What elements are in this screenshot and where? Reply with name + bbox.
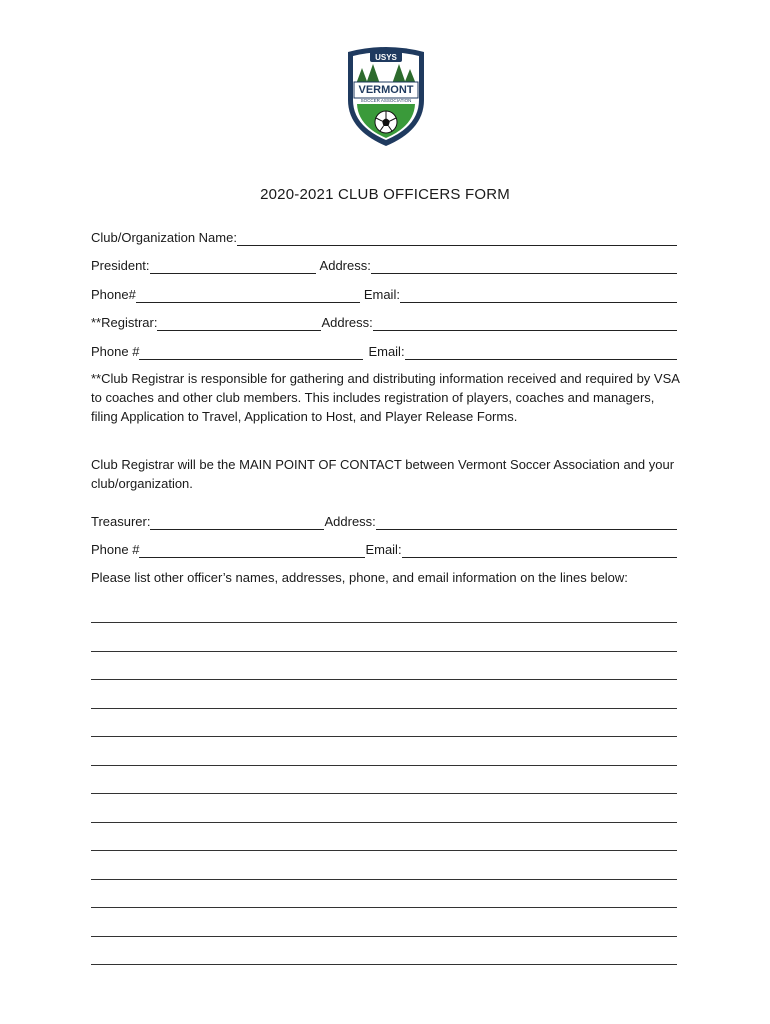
svg-text:VERMONT: VERMONT [358,84,414,96]
registrar-email-field[interactable] [405,344,677,360]
registrar-phone-field[interactable] [139,344,363,360]
blank-line[interactable] [91,964,677,965]
contact-note: Club Registrar will be the MAIN POINT OF CONTACT between Vermont Soccer Association and your club/organization. [91,457,675,491]
treasurer-email-label: Email: [365,542,402,557]
blank-line[interactable] [91,651,677,652]
registrar-row [91,313,677,331]
form-title: 2020-2021 CLUB OFFICERS FORM [260,186,510,203]
treasurer-email-field[interactable] [402,542,677,558]
treasurer-phone-label: Phone # [91,542,140,557]
blank-line[interactable] [91,822,677,823]
blank-line[interactable] [91,850,677,851]
vermont-soccer-logo [340,42,432,148]
president-address-field[interactable] [371,258,677,274]
blank-line[interactable] [91,936,677,937]
blank-line[interactable] [91,622,677,623]
president-email-field[interactable] [400,287,677,303]
blank-line[interactable] [91,679,677,680]
registrar-label: **Registrar: [91,315,158,330]
blank-line[interactable] [91,907,677,908]
treasurer-address-label: Address: [324,514,376,529]
other-officers-instruction: Please list other officer’s names, addresses, phone, and email information on the lines below: [91,570,628,585]
club-name-field[interactable] [237,230,677,246]
treasurer-address-field[interactable] [376,514,677,530]
president-row [91,256,677,274]
president-address-label: Address: [319,258,371,273]
blank-line[interactable] [91,879,677,880]
president-label: President: [91,258,150,273]
registrar-address-field[interactable] [373,315,677,331]
registrar-email-label: Email: [368,344,405,359]
treasurer-contact-row [91,540,677,558]
svg-text:USYS: USYS [375,53,397,62]
registrar-address-label: Address: [321,315,373,330]
registrar-contact-row [91,342,677,360]
svg-text:SOCCER ASSOCIATION: SOCCER ASSOCIATION [360,98,412,103]
club-name-row [91,228,677,246]
blank-line[interactable] [91,708,677,709]
president-phone-label: Phone# [91,287,136,302]
president-contact-row [91,285,677,303]
treasurer-label: Treasurer: [91,514,151,529]
registrar-note: **Club Registrar is responsible for gathering and distributing information received and required by VSA to coaches and other club members. This includes registration of players, coaches and managers, filing Application to Travel, Application to Host, and Player Release Forms. [91,371,680,424]
treasurer-row [91,512,677,530]
registrar-field[interactable] [157,315,321,331]
treasurer-field[interactable] [150,514,324,530]
president-email-label: Email: [363,287,400,302]
treasurer-phone-field[interactable] [139,542,365,558]
president-phone-field[interactable] [136,287,360,303]
blank-line[interactable] [91,736,677,737]
registrar-phone-label: Phone # [91,344,140,359]
blank-line[interactable] [91,793,677,794]
club-name-label: Club/Organization Name: [91,230,237,245]
blank-line[interactable] [91,765,677,766]
president-field[interactable] [150,258,316,274]
